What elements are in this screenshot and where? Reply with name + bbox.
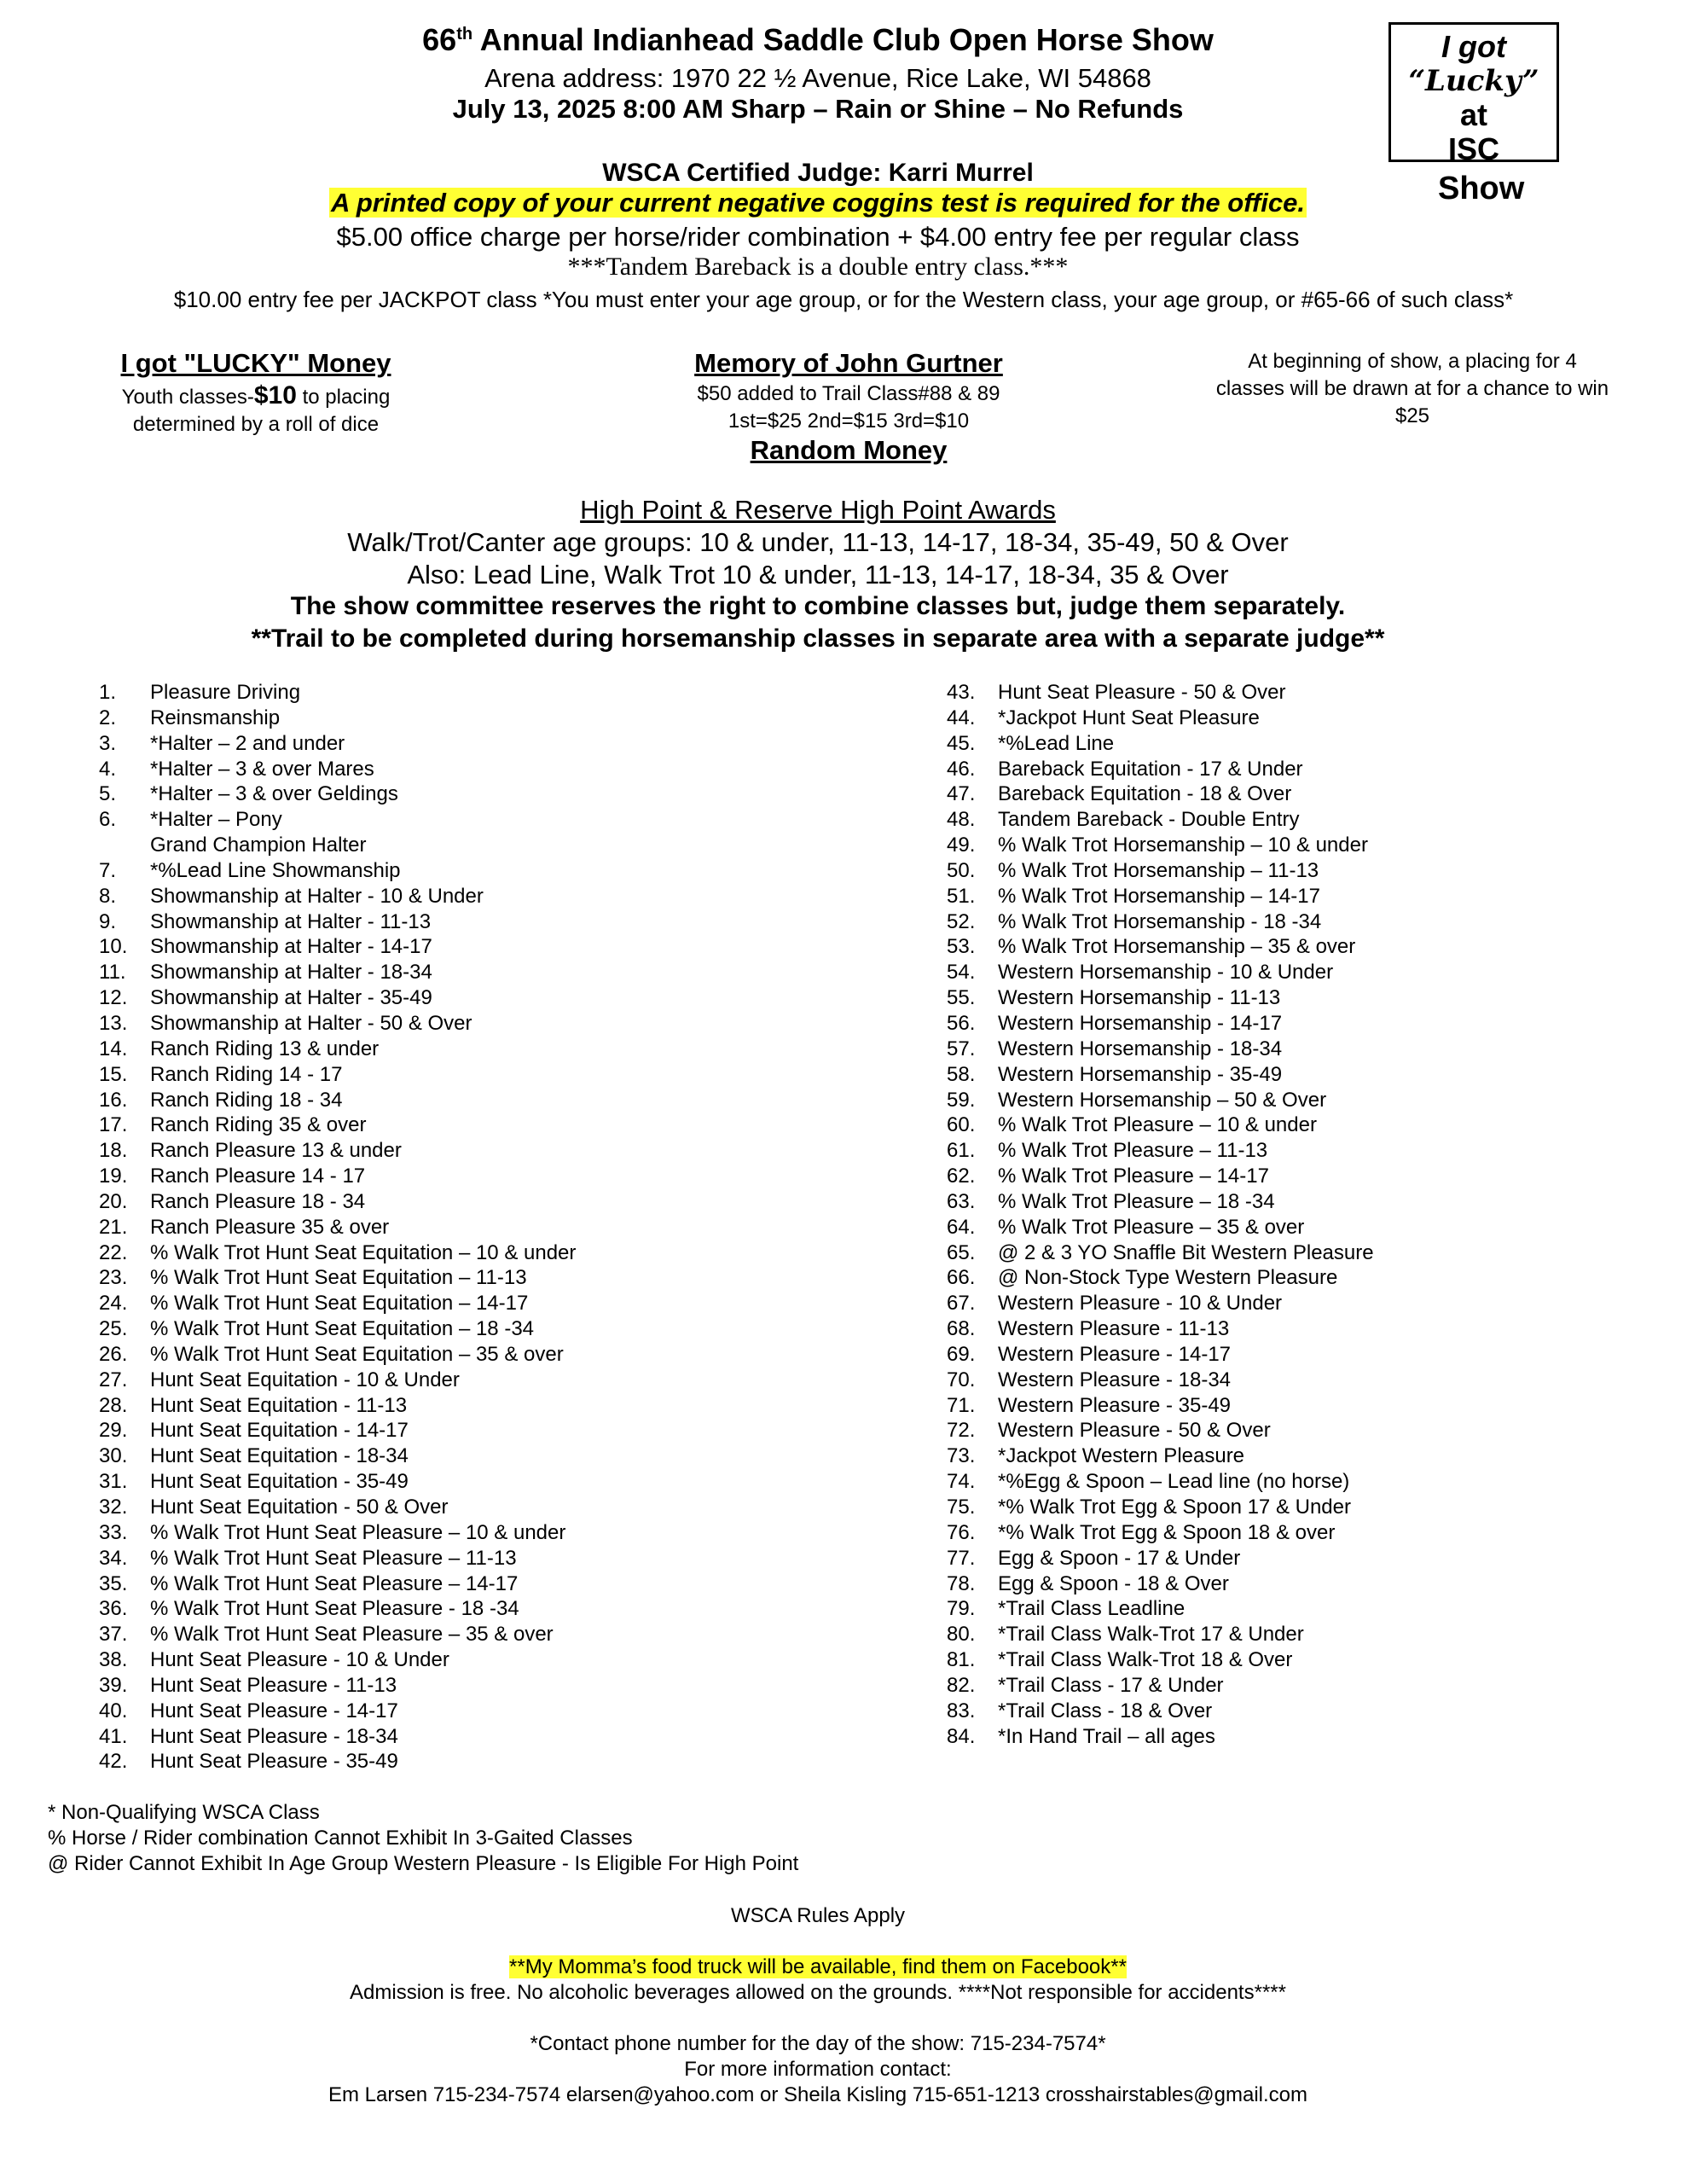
class-number: 47. — [947, 782, 976, 806]
class-name: Showmanship at Halter - 18-34 — [150, 961, 432, 985]
lucky-text-pre: Youth classes- — [121, 386, 254, 409]
class-number: 75. — [947, 1496, 976, 1519]
lucky-money-text1 — [94, 382, 418, 411]
class-name: % Walk Trot Pleasure – 14-17 — [998, 1165, 1269, 1188]
class-name: Ranch Riding 18 - 34 — [150, 1088, 343, 1112]
class-name: *Halter – 3 & over Mares — [150, 757, 374, 781]
lucky-badge-line4: ISC — [1447, 131, 1499, 162]
class-name: *Trail Class - 18 & Over — [998, 1699, 1213, 1722]
class-name: Hunt Seat Pleasure - 11-13 — [150, 1673, 397, 1697]
class-name: % Walk Trot Hunt Seat Equitation – 11-13 — [150, 1266, 527, 1290]
note-three-gaited: % Horse / Rider combination Cannot Exhibit In 3-Gaited Classes — [48, 1827, 633, 1850]
class-name: Ranch Riding 35 & over — [150, 1113, 367, 1137]
class-name: Showmanship at Halter - 35-49 — [150, 986, 432, 1010]
class-name: % Walk Trot Hunt Seat Pleasure – 14-17 — [150, 1571, 519, 1595]
class-name: Western Pleasure - 11-13 — [998, 1317, 1230, 1341]
class-name: % Walk Trot Horsemanship – 11-13 — [998, 858, 1319, 882]
class-name: Bareback Equitation - 17 & Under — [998, 757, 1303, 781]
class-name: @ 2 & 3 YO Snaffle Bit Western Pleasure — [998, 1240, 1374, 1264]
random-money-heading: Random Money — [750, 435, 948, 465]
random-text2: classes will be drawn at for a chance to win — [1215, 377, 1609, 400]
random-text1: At beginning of show, a placing for 4 — [1248, 350, 1577, 373]
class-name: Western Pleasure - 18-34 — [998, 1368, 1232, 1391]
class-name: Western Horsemanship – 50 & Over — [998, 1088, 1327, 1112]
class-number: 39. — [99, 1673, 128, 1697]
class-number: 38. — [99, 1648, 128, 1672]
class-name: *Trail Class - 17 & Under — [998, 1673, 1224, 1697]
class-number: 34. — [99, 1546, 128, 1570]
class-number: 55. — [947, 986, 976, 1010]
class-name: *Trail Class Leadline — [998, 1597, 1186, 1621]
class-name: Hunt Seat Pleasure - 10 & Under — [150, 1648, 449, 1672]
class-number: 24. — [99, 1292, 128, 1316]
memory-heading: Memory of John Gurtner — [694, 348, 1003, 378]
class-number: 13. — [99, 1011, 128, 1035]
awards-heading: High Point & Reserve High Point Awards — [580, 495, 1056, 525]
class-number: 12. — [99, 986, 128, 1010]
class-name: Grand Champion Halter — [150, 834, 367, 857]
class-name: % Walk Trot Hunt Seat Equitation – 10 & under — [150, 1240, 577, 1264]
class-name: % Walk Trot Hunt Seat Equitation – 35 & over — [150, 1342, 564, 1366]
class-name: % Walk Trot Pleasure – 18 -34 — [998, 1189, 1275, 1213]
class-name: @ Non-Stock Type Western Pleasure — [998, 1266, 1338, 1290]
arena-address: Arena address: 1970 22 ½ Avenue, Rice Lake, WI 54868 — [484, 63, 1151, 93]
class-number: 73. — [947, 1444, 976, 1468]
class-number: 48. — [947, 808, 976, 832]
class-number: 83. — [947, 1699, 976, 1722]
class-name: Ranch Pleasure 14 - 17 — [150, 1165, 366, 1188]
class-name: *Halter – Pony — [150, 808, 282, 832]
class-number: 58. — [947, 1062, 976, 1086]
class-name: Hunt Seat Equitation - 11-13 — [150, 1393, 408, 1417]
class-name: Showmanship at Halter - 50 & Over — [150, 1011, 472, 1035]
class-number: 79. — [947, 1597, 976, 1621]
class-number: 45. — [947, 731, 976, 755]
class-name: *Trail Class Walk-Trot 18 & Over — [998, 1648, 1293, 1672]
class-name: % Walk Trot Hunt Seat Pleasure – 35 & over — [150, 1623, 554, 1647]
class-number: 72. — [947, 1419, 976, 1443]
admission-notice: Admission is free. No alcoholic beverages allowed on the grounds. ****Not responsible for accidents**** — [350, 1981, 1286, 2004]
class-number: 23. — [99, 1266, 128, 1290]
class-name: % Walk Trot Pleasure – 11-13 — [998, 1139, 1268, 1163]
random-text3: $25 — [1394, 404, 1430, 427]
class-number: 2. — [99, 706, 117, 729]
class-name: Hunt Seat Equitation - 50 & Over — [150, 1496, 449, 1519]
food-truck-notice — [0, 1955, 1661, 1979]
class-name: Western Horsemanship - 14-17 — [998, 1011, 1283, 1035]
class-name: *% Walk Trot Egg & Spoon 17 & Under — [998, 1496, 1351, 1519]
class-name: *Halter – 3 & over Geldings — [150, 782, 398, 806]
class-number: 37. — [99, 1623, 128, 1647]
class-number: 10. — [99, 935, 128, 959]
class-name: Hunt Seat Equitation - 10 & Under — [150, 1368, 460, 1391]
class-name: *Jackpot Hunt Seat Pleasure — [998, 706, 1260, 729]
class-number: 41. — [99, 1724, 128, 1748]
title-text: Annual Indianhead Saddle Club Open Horse Show — [472, 22, 1214, 57]
class-number: 31. — [99, 1470, 128, 1494]
class-number: 57. — [947, 1037, 976, 1060]
class-number: 43. — [947, 681, 976, 704]
class-number: 71. — [947, 1393, 976, 1417]
class-number: 14. — [99, 1037, 128, 1060]
class-number: 51. — [947, 884, 976, 908]
class-number: 6. — [99, 808, 117, 832]
class-number: 27. — [99, 1368, 128, 1391]
judge-line: WSCA Certified Judge: Karri Murrel — [602, 159, 1034, 187]
class-name: Egg & Spoon - 18 & Over — [998, 1571, 1229, 1595]
class-number: 16. — [99, 1088, 128, 1112]
class-name: Showmanship at Halter - 14-17 — [150, 935, 432, 959]
contact-emails: Em Larsen 715-234-7574 elarsen@yahoo.com or Sheila Kisling 715-651-1213 crosshairstables@gmail.com — [328, 2083, 1307, 2106]
class-number: 62. — [947, 1165, 976, 1188]
class-name: *%Lead Line Showmanship — [150, 858, 401, 882]
show-date: July 13, 2025 8:00 AM Sharp – Rain or Shine – No Refunds — [452, 94, 1184, 124]
class-number: 54. — [947, 961, 976, 985]
class-number: 82. — [947, 1673, 976, 1697]
class-name: Ranch Riding 14 - 17 — [150, 1062, 343, 1086]
class-number: 63. — [947, 1189, 976, 1213]
class-number: 36. — [99, 1597, 128, 1621]
lucky-badge-line3: at — [1459, 97, 1487, 132]
class-number: 50. — [947, 858, 976, 882]
class-name: Reinsmanship — [150, 706, 281, 729]
class-name: *Trail Class Walk-Trot 17 & Under — [998, 1623, 1304, 1647]
food-truck-highlight: **My Momma’s food truck will be available, find them on Facebook** — [509, 1955, 1127, 1978]
jackpot-note: $10.00 entry fee per JACKPOT class *You must enter your age group, or for the Western class, your age group, or #65-66 of such class* — [173, 287, 1514, 312]
class-number: 7. — [99, 858, 117, 882]
class-number: 78. — [947, 1571, 976, 1595]
class-name: Hunt Seat Pleasure - 35-49 — [150, 1750, 398, 1774]
class-name: Showmanship at Halter - 11-13 — [150, 909, 432, 933]
class-number: 18. — [99, 1139, 128, 1163]
class-number: 74. — [947, 1470, 976, 1494]
lucky-badge — [1388, 22, 1559, 162]
lucky-badge-line2: “Lucky” — [1408, 64, 1539, 98]
class-name: Hunt Seat Pleasure - 50 & Over — [998, 681, 1286, 704]
class-name: Western Pleasure - 14-17 — [998, 1342, 1232, 1366]
class-name: % Walk Trot Hunt Seat Pleasure – 10 & under — [150, 1520, 566, 1544]
class-name: Ranch Pleasure 35 & over — [150, 1215, 390, 1239]
class-number: 9. — [99, 909, 117, 933]
coggins-highlight: A printed copy of your current negative coggins test is required for the office. — [330, 188, 1306, 218]
lucky-money-section — [94, 348, 418, 439]
class-number: 64. — [947, 1215, 976, 1239]
class-number: 17. — [99, 1113, 128, 1137]
rules-apply: WSCA Rules Apply — [730, 1904, 906, 1927]
class-number: 77. — [947, 1546, 976, 1570]
class-number: 30. — [99, 1444, 128, 1468]
class-number: 4. — [99, 757, 117, 781]
awards-also: Also: Lead Line, Walk Trot 10 & under, 11-13, 14-17, 18-34, 35 & Over — [407, 560, 1229, 590]
class-name: % Walk Trot Pleasure – 10 & under — [998, 1113, 1317, 1137]
class-number: 19. — [99, 1165, 128, 1188]
class-name: % Walk Trot Hunt Seat Pleasure – 11-13 — [150, 1546, 517, 1570]
class-name: Tandem Bareback - Double Entry — [998, 808, 1300, 832]
class-name: Western Horsemanship - 10 & Under — [998, 961, 1334, 985]
note-non-qualifying: * Non-Qualifying WSCA Class — [48, 1801, 320, 1824]
class-name: % Walk Trot Horsemanship - 18 -34 — [998, 909, 1322, 933]
class-number: 33. — [99, 1520, 128, 1544]
class-name: Ranch Pleasure 18 - 34 — [150, 1189, 366, 1213]
class-number: 49. — [947, 834, 976, 857]
class-number: 67. — [947, 1292, 976, 1316]
class-number: 26. — [99, 1342, 128, 1366]
class-number: 76. — [947, 1520, 976, 1544]
class-number: 84. — [947, 1724, 976, 1748]
class-name: Western Pleasure - 10 & Under — [998, 1292, 1283, 1316]
class-name: *%Egg & Spoon – Lead line (no horse) — [998, 1470, 1350, 1494]
class-number: 81. — [947, 1648, 976, 1672]
class-name: Hunt Seat Equitation - 14-17 — [150, 1419, 409, 1443]
class-number: 53. — [947, 935, 976, 959]
class-name: Western Horsemanship - 18-34 — [998, 1037, 1283, 1060]
more-info-label: For more information contact: — [684, 2058, 952, 2081]
class-number: 80. — [947, 1623, 976, 1647]
lucky-money-text2: determined by a roll of dice — [132, 413, 380, 436]
class-number: 22. — [99, 1240, 128, 1264]
class-number: 15. — [99, 1062, 128, 1086]
class-name: Hunt Seat Equitation - 18-34 — [150, 1444, 409, 1468]
class-number: 61. — [947, 1139, 976, 1163]
lucky-badge-line1: I got — [1441, 29, 1506, 64]
class-number: 25. — [99, 1317, 128, 1341]
class-name: % Walk Trot Hunt Seat Equitation – 18 -34 — [150, 1317, 535, 1341]
class-number: 35. — [99, 1571, 128, 1595]
class-name: Hunt Seat Pleasure - 18-34 — [150, 1724, 398, 1748]
class-name: *% Walk Trot Egg & Spoon 18 & over — [998, 1520, 1336, 1544]
class-number: 1. — [99, 681, 117, 704]
random-drawing-section — [1182, 348, 1643, 430]
class-number: 11. — [99, 961, 126, 985]
class-number: 44. — [947, 706, 976, 729]
committee-notice: The show committee reserves the right to combine classes but, judge them separately. — [290, 592, 1346, 620]
fee-line: $5.00 office charge per horse/rider combination + $4.00 entry fee per regular class — [336, 222, 1300, 252]
class-number: 42. — [99, 1750, 128, 1774]
class-name: *%Lead Line — [998, 731, 1115, 755]
class-name: Egg & Spoon - 17 & Under — [998, 1546, 1241, 1570]
class-number: 3. — [99, 731, 117, 755]
class-name: % Walk Trot Horsemanship – 10 & under — [998, 834, 1368, 857]
class-name: Hunt Seat Equitation - 35-49 — [150, 1470, 409, 1494]
class-name: Western Pleasure - 50 & Over — [998, 1419, 1271, 1443]
class-number: 29. — [99, 1419, 128, 1443]
memory-text2: 1st=$25 2nd=$15 3rd=$10 — [728, 410, 970, 433]
class-name: Pleasure Driving — [150, 681, 301, 704]
class-number: 69. — [947, 1342, 976, 1366]
class-number: 8. — [99, 884, 117, 908]
class-number: 52. — [947, 909, 976, 933]
class-name: Bareback Equitation - 18 & Over — [998, 782, 1292, 806]
awards-age-groups: Walk/Trot/Canter age groups: 10 & under, 11-13, 14-17, 18-34, 35-49, 50 & Over — [347, 527, 1289, 557]
lucky-badge-line5: Show — [1438, 171, 1525, 206]
class-number: 40. — [99, 1699, 128, 1722]
class-number: 32. — [99, 1496, 128, 1519]
memory-text1: $50 added to Trail Class#88 & 89 — [697, 382, 1000, 405]
trail-notice: **Trail to be completed during horsemanship classes in separate area with a separate judge** — [251, 624, 1385, 653]
note-western-pleasure: @ Rider Cannot Exhibit In Age Group Western Pleasure - Is Eligible For High Point — [48, 1852, 799, 1875]
class-number: 70. — [947, 1368, 976, 1391]
title-number: 66 — [422, 22, 457, 57]
class-name: *Jackpot Western Pleasure — [998, 1444, 1245, 1468]
class-number: 21. — [99, 1215, 128, 1239]
class-number: 28. — [99, 1393, 128, 1417]
lucky-text-post: to placing — [296, 386, 391, 409]
title-ordinal: th — [456, 25, 473, 44]
class-name: % Walk Trot Pleasure – 35 & over — [998, 1215, 1305, 1239]
class-number: 5. — [99, 782, 117, 806]
class-number: 46. — [947, 757, 976, 781]
class-number: 59. — [947, 1088, 976, 1112]
lucky-amount: $10 — [253, 381, 297, 410]
class-name: Western Pleasure - 35-49 — [998, 1393, 1232, 1417]
class-number: 66. — [947, 1266, 976, 1290]
class-number: 56. — [947, 1011, 976, 1035]
class-name: *In Hand Trail – all ages — [998, 1724, 1215, 1748]
class-name: Ranch Pleasure 13 & under — [150, 1139, 402, 1163]
lucky-money-heading: I got "LUCKY" Money — [120, 348, 391, 378]
class-number: 65. — [947, 1240, 976, 1264]
class-name: Hunt Seat Pleasure - 14-17 — [150, 1699, 398, 1722]
class-name: *Halter – 2 and under — [150, 731, 345, 755]
class-name: Ranch Riding 13 & under — [150, 1037, 380, 1060]
coggins-notice — [0, 188, 1661, 218]
class-name: % Walk Trot Hunt Seat Equitation – 14-17 — [150, 1292, 529, 1316]
contact-phone: *Contact phone number for the day of the show: 715-234-7574* — [530, 2032, 1106, 2055]
memory-section — [657, 348, 1041, 466]
class-name: Western Horsemanship - 35-49 — [998, 1062, 1283, 1086]
class-name: % Walk Trot Horsemanship – 14-17 — [998, 884, 1320, 908]
class-name: % Walk Trot Horsemanship – 35 & over — [998, 935, 1356, 959]
class-number: 20. — [99, 1189, 128, 1213]
legend-notes — [48, 1800, 798, 1877]
class-name: Showmanship at Halter - 10 & Under — [150, 884, 484, 908]
class-number: 68. — [947, 1317, 976, 1341]
class-number: 60. — [947, 1113, 976, 1137]
class-name: % Walk Trot Hunt Seat Pleasure - 18 -34 — [150, 1597, 519, 1621]
class-name: Western Horsemanship - 11-13 — [998, 986, 1281, 1010]
tandem-note: ***Tandem Bareback is a double entry class.*** — [567, 253, 1069, 281]
